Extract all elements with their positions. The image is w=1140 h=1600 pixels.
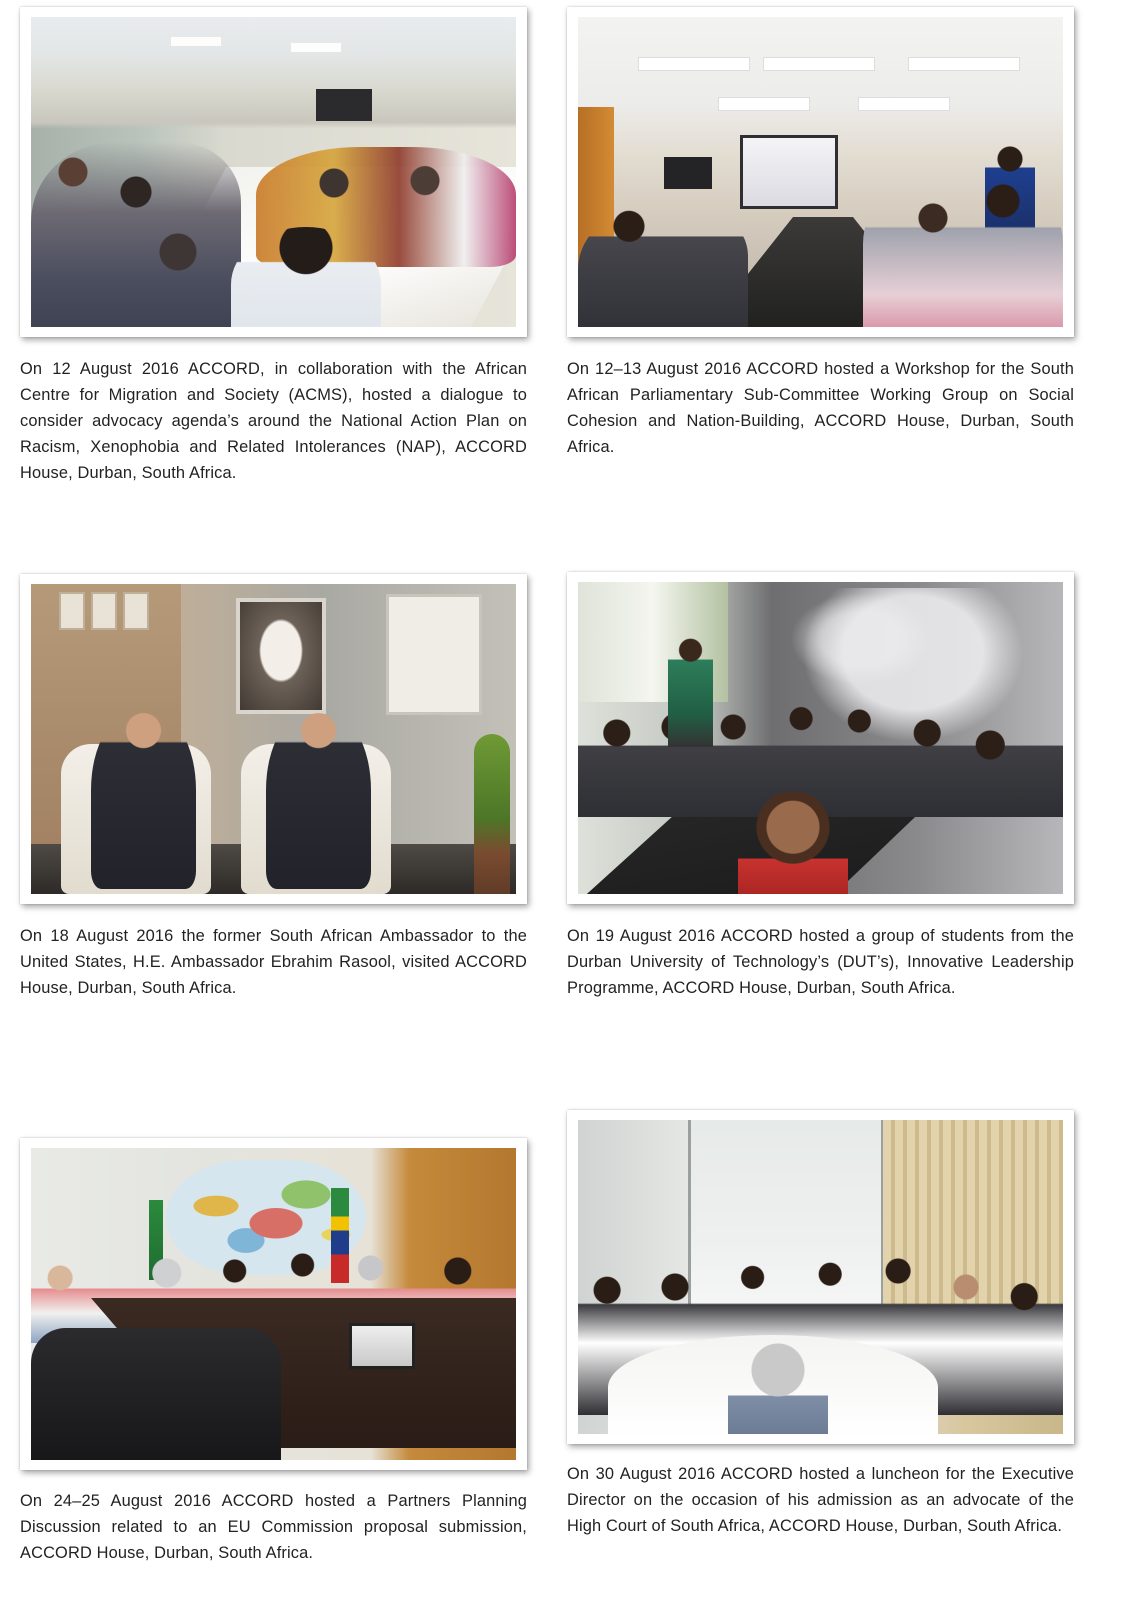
photo-frame-4	[567, 572, 1074, 904]
luncheon-photo	[578, 1120, 1063, 1434]
partners-planning-photo	[31, 1148, 516, 1460]
photo-frame-6	[567, 1110, 1074, 1444]
parliamentary-workshop-photo	[578, 17, 1063, 327]
photo-frame-2	[567, 7, 1074, 337]
caption-6: On 30 August 2016 ACCORD hosted a luncheon for the Executive Director on the occasion of his admission as an advocate of the High Court of South Africa, ACCORD House, Durban, South Africa.	[567, 1465, 1074, 1535]
photo-frame-5	[20, 1138, 527, 1470]
photo-frame-1	[20, 7, 527, 337]
ambassador-visit-photo	[31, 584, 516, 894]
caption-3: On 18 August 2016 the former South African Ambassador to the United States, H.E. Ambassador Ebrahim Rasool, visited ACCORD House, Durban, South Africa.	[20, 927, 527, 997]
photo-frame-3	[20, 574, 527, 904]
caption-1: On 12 August 2016 ACCORD, in collaboration with the African Centre for Migration and Society (ACMS), hosted a dialogue to consider advocacy agenda’s around the National Action Plan on Racism, Xenophobia and Related Intolerances (NAP), ACCORD House, Durban, South Africa.	[20, 360, 527, 482]
caption-2: On 12–13 August 2016 ACCORD hosted a Workshop for the South African Parliamentary Sub-Committee Working Group on Social Cohesion and Nation-Building, ACCORD House, Durban, South Africa.	[567, 360, 1074, 456]
student-group-photo	[578, 582, 1063, 894]
caption-5: On 24–25 August 2016 ACCORD hosted a Partners Planning Discussion related to an EU Commission proposal submission, ACCORD House, Durban, South Africa.	[20, 1492, 527, 1562]
caption-4: On 19 August 2016 ACCORD hosted a group of students from the Durban University of Technology’s (DUT’s), Innovative Leadership Programme, ACCORD House, Durban, South Africa.	[567, 927, 1074, 997]
conference-dialogue-photo	[31, 17, 516, 327]
